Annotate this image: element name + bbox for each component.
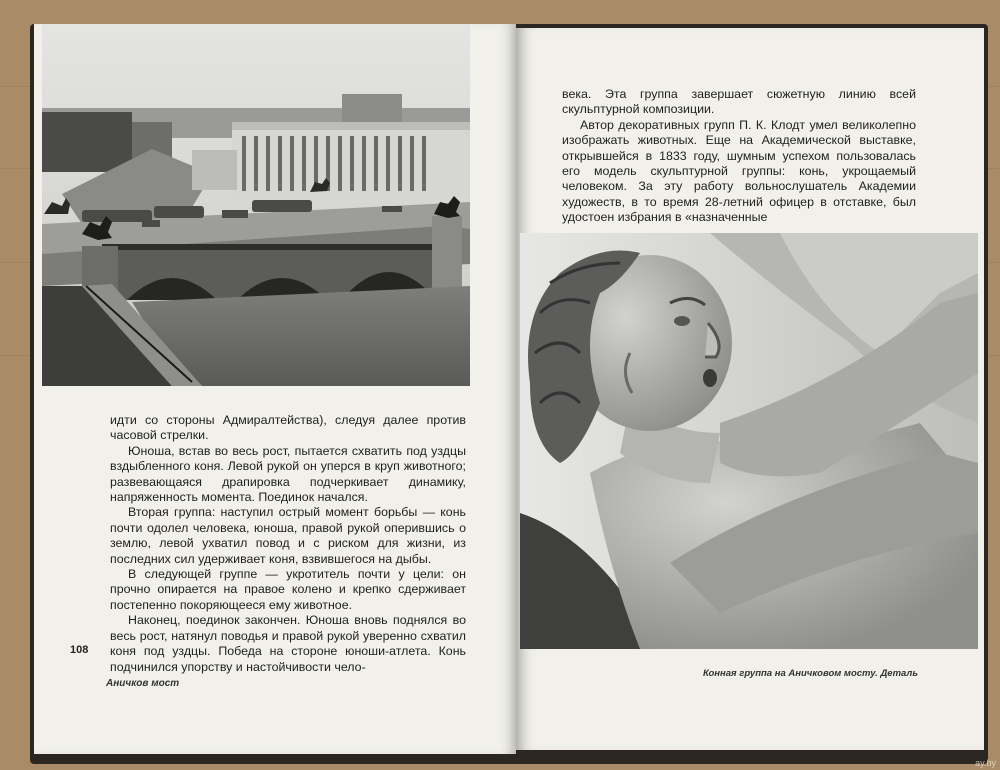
page-number: 108 [70, 644, 89, 656]
watermark: ay.by [975, 758, 996, 768]
paragraph: Вторая группа: наступил острый момент борьбы — конь почти одолел человека, юноша, правой рукой оперившись о землю, левой ухватил повод и с риском для жизни, из последних сил удерживает коня, взвившегося на дыбы. [110, 505, 466, 566]
paragraph: века. Эта группа завершает сюжетную линию всей скульптурной композиции. [562, 87, 916, 117]
paragraph: В следующей группе — укротитель почти у цели: он прочно опирается на правое колено и крепко сдерживает постепенно покоряющееся ему животное. [110, 567, 466, 612]
paragraph: Наконец, поединок закончен. Юноша вновь поднялся во весь рост, натянул поводья и правой рукой уверенно схватил коня под уздцы. Победа на стороне юноши-атлета. Конь подчинился упорству и настойчивости чело- [110, 613, 466, 674]
running-head: Аничков мост [106, 678, 180, 689]
photo-caption: Конная группа на Аничковом мосту. Деталь [703, 668, 918, 679]
left-body-text [110, 413, 466, 675]
paragraph: Автор декоративных групп П. К. Клодт умел великолепно изображать животных. Еще на Академической выставке, открывшейся в 1833 году, шумным успехом пользовалась его модель скульптурной группы: конь, укрощаемый человеком. За эту работу вольнослушатель Академии художеств, в то время 28-летний офицер в отставке, был удостоен избрания в «назначенные [562, 117, 916, 225]
paragraph: Юноша, встав во весь рост, пытается схватить под уздцы вздыбленного коня. Левой рукой он уперся в круп животного; развевающаяся драпировка подчеркивает динамику, напряженность момента. Поединок начался. [110, 443, 466, 505]
right-page [516, 28, 984, 750]
paragraph: идти со стороны Адмиралтейства), следуя далее против часовой стрелки. [110, 413, 466, 443]
anichkov-bridge-photo [42, 24, 470, 386]
left-page [34, 24, 516, 754]
sculpture-detail-photo [520, 233, 978, 649]
right-body-text [562, 87, 916, 226]
